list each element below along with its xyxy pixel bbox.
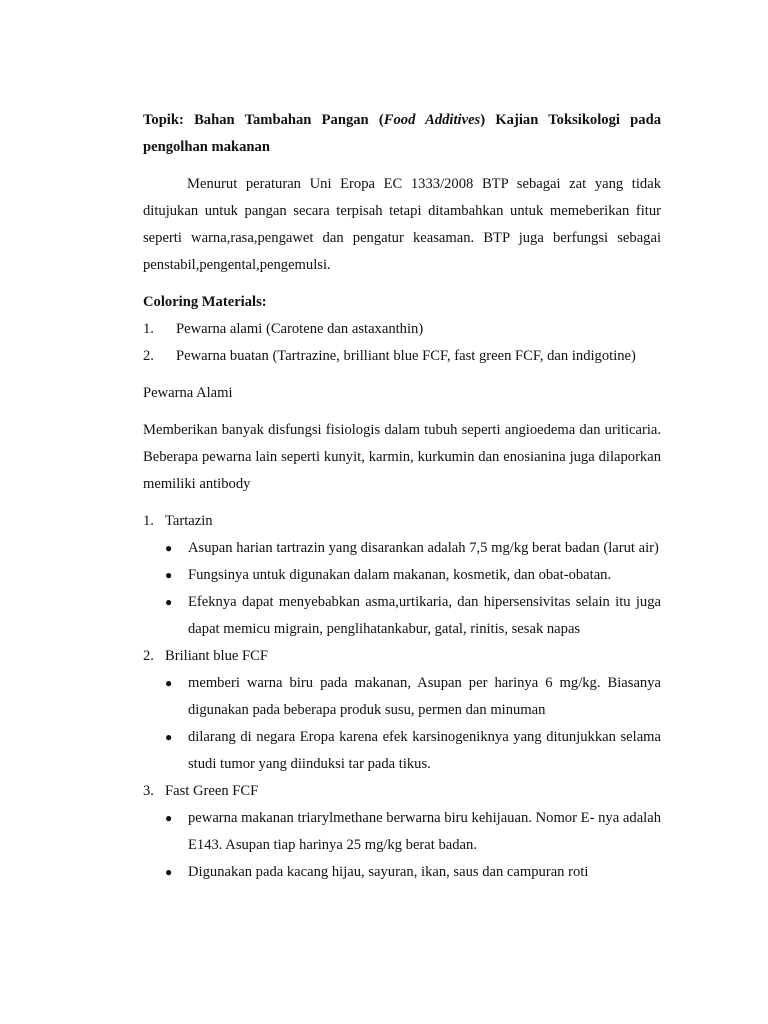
dye-number: 3. [143, 783, 154, 799]
bullet-text: pewarna makanan triarylmethane berwarna biru kehijauan. Nomor E- nya adalah E143. Asupan tiap harinya 25 mg/kg berat badan. [188, 810, 661, 853]
list-item [143, 316, 661, 343]
bullet-text: memberi warna biru pada makanan, Asupan per harinya 6 mg/kg. Biasanya digunakan pada beberapa produk susu, permen dan minuman [188, 675, 661, 718]
bullet-item [165, 724, 661, 778]
bullet-item [165, 589, 661, 643]
list-item-text: Pewarna alami (Carotene dan astaxanthin) [176, 321, 424, 337]
dye-bullets [165, 535, 661, 643]
dye-item [143, 778, 661, 886]
coloring-heading: Coloring Materials: [143, 294, 267, 310]
dye-list [143, 508, 661, 886]
bullet-icon: ● [165, 595, 173, 609]
coloring-list [143, 316, 661, 370]
document-title [143, 107, 661, 161]
dye-name: Fast Green FCF [165, 783, 259, 799]
intro-paragraph: Menurut peraturan Uni Eropa EC 1333/2008 BTP sebagai zat yang tidak ditujukan untuk pangan secara terpisah tetapi ditambahkan untuk memeberikan fitur seperti warna,rasa,pengawet dan pengatur keasaman. BTP juga berfungsi sebagai penstabil,pengental,pengemulsi. [143, 176, 661, 273]
dye-bullets [165, 670, 661, 778]
dye-name: Tartazin [165, 513, 213, 529]
bullet-item [165, 670, 661, 724]
natural-paragraph: Memberikan banyak disfungsi fisiologis dalam tubuh seperti angioedema dan uriticaria. Beberapa pewarna lain seperti kunyit, karmin, kurkumin dan enosianina juga dilaporkan memiliki antibody [143, 422, 661, 492]
bullet-text: Digunakan pada kacang hijau, sayuran, ikan, saus dan campuran roti [188, 864, 589, 880]
bullet-icon: ● [165, 865, 173, 879]
bullet-icon: ● [165, 568, 173, 582]
list-item-number: 1. [143, 321, 154, 337]
bullet-text: Asupan harian tartrazin yang disarankan adalah 7,5 mg/kg berat badan (larut air) [188, 540, 659, 556]
bullet-icon: ● [165, 730, 173, 744]
bullet-icon: ● [165, 541, 173, 555]
document-body [143, 107, 661, 886]
dye-number: 2. [143, 648, 154, 664]
bullet-text: dilarang di negara Eropa karena efek karsinogeniknya yang ditunjukkan selama studi tumor yang diinduksi tar pada tikus. [188, 729, 661, 772]
title-part-1: Topik: Bahan Tambahan Pangan ( [143, 112, 384, 128]
list-item-text: Pewarna buatan (Tartrazine, brilliant blue FCF, fast green FCF, dan indigotine) [176, 348, 636, 364]
dye-item [143, 643, 661, 778]
bullet-item [165, 562, 661, 589]
bullet-text: Fungsinya untuk digunakan dalam makanan, kosmetik, dan obat-obatan. [188, 567, 612, 583]
bullet-icon: ● [165, 811, 173, 825]
title-part-2: ) Kajian Toksikologi pada pengolhan makanan [143, 112, 661, 155]
list-item-number: 2. [143, 348, 154, 364]
dye-item [143, 508, 661, 643]
dye-number: 1. [143, 513, 154, 529]
natural-heading: Pewarna Alami [143, 385, 233, 401]
dye-name: Briliant blue FCF [165, 648, 268, 664]
bullet-icon: ● [165, 676, 173, 690]
title-italic: Food Additives [383, 112, 481, 128]
dye-bullets [165, 805, 661, 886]
bullet-text: Efeknya dapat menyebabkan asma,urtikaria, dan hipersensivitas selain itu juga dapat memicu migrain, penglihatankabur, gatal, rinitis, sesak napas [188, 594, 661, 637]
bullet-item [165, 535, 661, 562]
bullet-item [165, 805, 661, 859]
bullet-item [165, 859, 661, 886]
list-item [143, 343, 661, 370]
